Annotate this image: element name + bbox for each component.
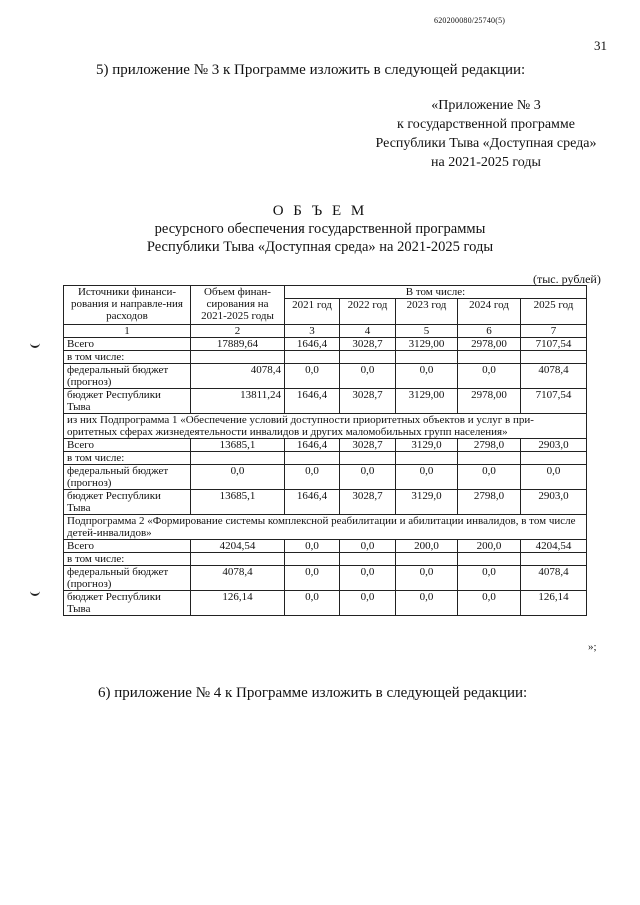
cell-value: 0,0 xyxy=(458,465,521,490)
units-label: (тыс. рублей) xyxy=(533,272,601,286)
subprogram-1-heading: из них Подпрограмма 1 «Обеспечение условий доступности приоритетных объектов и услуг в при-оритетных сферах жизнедеятельности инвалидов и других маломобильных групп населения» xyxy=(64,414,587,439)
empty-cell xyxy=(285,452,340,465)
table-row-including xyxy=(64,351,587,364)
document-subtitle xyxy=(0,220,640,256)
table-row-subprogram-2-heading xyxy=(64,515,587,540)
cell-value: 3129,0 xyxy=(396,439,458,452)
cell-value: 4078,4 xyxy=(521,364,587,389)
table-row-federal xyxy=(64,465,587,490)
instruction-paragraph-5: 5) приложение № 3 к Программе изложить в следующей редакции: xyxy=(96,62,526,78)
cell-value: 0,0 xyxy=(340,591,396,616)
header-sources: Источники финанси-рования и направле-ния расходов xyxy=(64,286,191,325)
row-label: бюджет Республики Тыва xyxy=(64,389,191,414)
row-label: в том числе: xyxy=(64,452,191,465)
empty-cell xyxy=(396,553,458,566)
resource-table xyxy=(63,285,587,616)
header-including: В том числе: xyxy=(285,286,587,299)
empty-cell xyxy=(521,351,587,364)
table-row-total xyxy=(64,439,587,452)
table-row-including xyxy=(64,553,587,566)
table-row-republic xyxy=(64,591,587,616)
row-label: Всего xyxy=(64,540,191,553)
cell-value: 1646,4 xyxy=(285,338,340,351)
margin-tick-mark xyxy=(30,340,40,348)
cell-value: 0,0 xyxy=(285,540,340,553)
margin-tick-mark xyxy=(30,588,40,596)
row-label: в том числе: xyxy=(64,553,191,566)
cell-value: 0,0 xyxy=(285,364,340,389)
empty-cell xyxy=(285,351,340,364)
cell-value: 4078,4 xyxy=(191,566,285,591)
cell-value: 200,0 xyxy=(396,540,458,553)
cell-value: 7107,54 xyxy=(521,389,587,414)
cell-value: 13685,1 xyxy=(191,439,285,452)
cell-value: 2903,0 xyxy=(521,490,587,515)
cell-value: 3129,00 xyxy=(396,338,458,351)
header-year-2022: 2022 год xyxy=(340,299,396,325)
col-number: 1 xyxy=(64,325,191,338)
subprogram-2-heading: Подпрограмма 2 «Формирование системы комплексной реабилитации и абилитации инвалидов, в том числе детей-инвалидов» xyxy=(64,515,587,540)
empty-cell xyxy=(521,452,587,465)
empty-cell xyxy=(340,553,396,566)
header-year-2021: 2021 год xyxy=(285,299,340,325)
cell-value: 2798,0 xyxy=(458,490,521,515)
row-label: федеральный бюджет (прогноз) xyxy=(64,566,191,591)
cell-value: 1646,4 xyxy=(285,490,340,515)
empty-cell xyxy=(191,452,285,465)
cell-value: 0,0 xyxy=(285,591,340,616)
cell-value: 0,0 xyxy=(458,591,521,616)
empty-cell xyxy=(340,452,396,465)
row-label: федеральный бюджет (прогноз) xyxy=(64,465,191,490)
row-label: федеральный бюджет (прогноз) xyxy=(64,364,191,389)
cell-value: 2903,0 xyxy=(521,439,587,452)
cell-value: 126,14 xyxy=(521,591,587,616)
row-label: Всего xyxy=(64,439,191,452)
table-row-republic xyxy=(64,389,587,414)
empty-cell xyxy=(521,553,587,566)
appendix-line-1: «Приложение № 3 xyxy=(431,98,541,113)
cell-value: 4204,54 xyxy=(191,540,285,553)
table-header-row xyxy=(64,286,587,299)
cell-value: 3028,7 xyxy=(340,490,396,515)
table-row-republic xyxy=(64,490,587,515)
cell-value: 0,0 xyxy=(458,566,521,591)
cell-value: 3028,7 xyxy=(340,389,396,414)
col-number: 4 xyxy=(340,325,396,338)
cell-value: 0,0 xyxy=(285,465,340,490)
empty-cell xyxy=(458,351,521,364)
cell-value: 4078,4 xyxy=(191,364,285,389)
page-number: 31 xyxy=(594,38,607,53)
cell-value: 0,0 xyxy=(458,364,521,389)
row-label: бюджет Республики Тыва xyxy=(64,490,191,515)
cell-value: 0,0 xyxy=(191,465,285,490)
document-code: 620200080/25740(5) xyxy=(434,16,506,25)
cell-value: 126,14 xyxy=(191,591,285,616)
row-label: Всего xyxy=(64,338,191,351)
table-row-total xyxy=(64,338,587,351)
table-row-including xyxy=(64,452,587,465)
empty-cell xyxy=(340,351,396,364)
cell-value: 0,0 xyxy=(285,566,340,591)
table-row-subprogram-1-heading xyxy=(64,414,587,439)
cell-value: 3129,0 xyxy=(396,490,458,515)
row-label: в том числе: xyxy=(64,351,191,364)
appendix-line-2: к государственной программе xyxy=(397,117,575,132)
cell-value: 0,0 xyxy=(521,465,587,490)
empty-cell xyxy=(396,452,458,465)
col-number: 2 xyxy=(191,325,285,338)
empty-cell xyxy=(191,553,285,566)
cell-value: 4204,54 xyxy=(521,540,587,553)
cell-value: 2978,00 xyxy=(458,338,521,351)
empty-cell xyxy=(458,452,521,465)
cell-value: 17889,64 xyxy=(191,338,285,351)
col-number: 5 xyxy=(396,325,458,338)
header-year-2025: 2025 год xyxy=(521,299,587,325)
subtitle-line-2: Республики Тыва «Доступная среда» на 2021-2025 годы xyxy=(146,239,494,255)
document-title: О Б Ъ Е М xyxy=(272,203,368,219)
cell-value: 0,0 xyxy=(340,540,396,553)
cell-value: 1646,4 xyxy=(285,439,340,452)
cell-value: 0,0 xyxy=(396,566,458,591)
cell-value: 13811,24 xyxy=(191,389,285,414)
cell-value: 4078,4 xyxy=(521,566,587,591)
header-year-2023: 2023 год xyxy=(396,299,458,325)
cell-value: 0,0 xyxy=(396,364,458,389)
appendix-line-4: на 2021-2025 годы xyxy=(431,155,541,170)
column-number-row xyxy=(64,325,587,338)
cell-value: 0,0 xyxy=(396,591,458,616)
empty-cell xyxy=(285,553,340,566)
appendix-line-3: Республики Тыва «Доступная среда» xyxy=(375,136,597,151)
subtitle-line-1: ресурсного обеспечения государственной программы xyxy=(154,221,486,237)
empty-cell xyxy=(396,351,458,364)
empty-cell xyxy=(191,351,285,364)
empty-cell xyxy=(458,553,521,566)
col-number: 6 xyxy=(458,325,521,338)
cell-value: 3028,7 xyxy=(340,439,396,452)
cell-value: 3028,7 xyxy=(340,338,396,351)
closing-quote-mark: »; xyxy=(588,641,597,653)
cell-value: 3129,00 xyxy=(396,389,458,414)
cell-value: 0,0 xyxy=(340,566,396,591)
cell-value: 0,0 xyxy=(340,364,396,389)
row-label: бюджет Республики Тыва xyxy=(64,591,191,616)
header-volume: Объем финан-сирования на 2021-2025 годы xyxy=(191,286,285,325)
instruction-paragraph-6: 6) приложение № 4 к Программе изложить в следующей редакции: xyxy=(98,685,528,701)
cell-value: 0,0 xyxy=(340,465,396,490)
cell-value: 0,0 xyxy=(396,465,458,490)
cell-value: 7107,54 xyxy=(521,338,587,351)
table-row-federal xyxy=(64,566,587,591)
col-number: 7 xyxy=(521,325,587,338)
col-number: 3 xyxy=(285,325,340,338)
cell-value: 13685,1 xyxy=(191,490,285,515)
appendix-header xyxy=(362,96,610,172)
cell-value: 2798,0 xyxy=(458,439,521,452)
table-row-total xyxy=(64,540,587,553)
header-year-2024: 2024 год xyxy=(458,299,521,325)
cell-value: 1646,4 xyxy=(285,389,340,414)
cell-value: 200,0 xyxy=(458,540,521,553)
table-row-federal xyxy=(64,364,587,389)
cell-value: 2978,00 xyxy=(458,389,521,414)
